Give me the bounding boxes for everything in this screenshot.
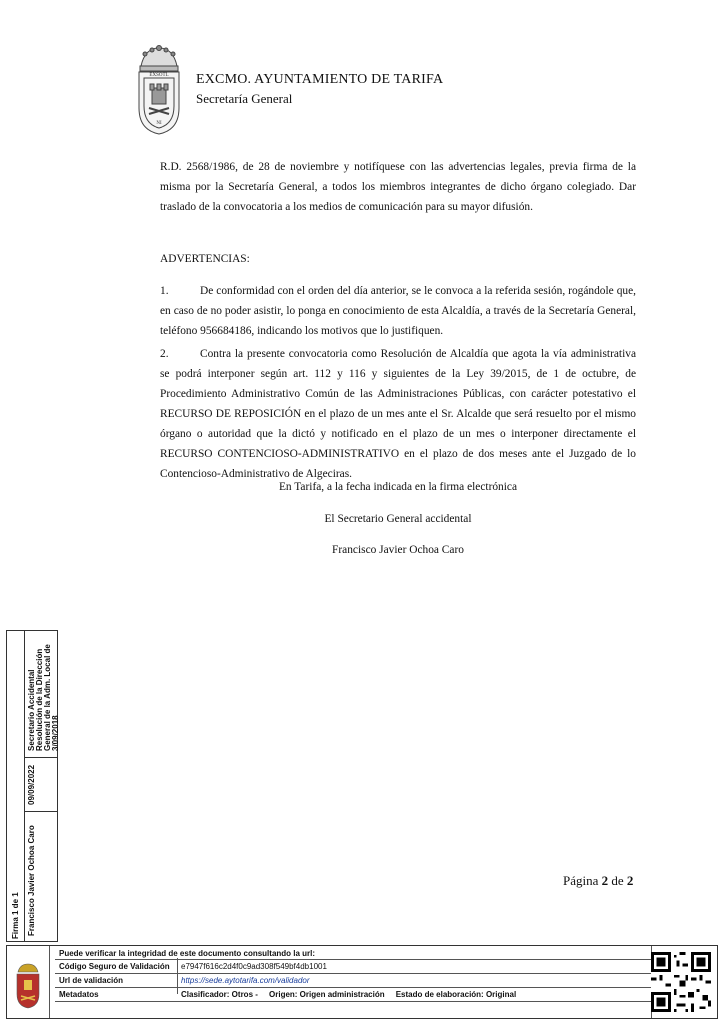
crest-logo (135, 44, 183, 136)
verify-text: Puede verificar la integridad de este documento consultando la url: (59, 949, 316, 958)
metadata-label: Metadatos (59, 990, 99, 999)
signature-role-4: 3/09/2018 (51, 715, 60, 751)
item-number: 1. (160, 285, 169, 297)
metadata-value: Clasificador: Otros - Origen: Origen administración Estado de elaboración: Original (181, 990, 517, 999)
crest-small-icon (15, 962, 41, 1010)
org-department: Secretaría General (196, 91, 293, 106)
signer-name: Francisco Javier Ochoa Caro (332, 544, 464, 556)
item-text: Contra la presente convocatoria como Resolución de Alcaldía que agota la vía administrativa se podrá interponer según art. 112 y 116 y siguientes de la Ley 39/2015, de 1 de octubre, de Procedimiento Administrativo Común de las Administraciones Públicas, con carácter potestativo el RECURSO DE REPOSICIÓN en el plazo de un mes ante el Sr. Alcalde que será resuelto por el mismo órgano o autoridad que la dictó y notificado en el plazo de un mes o interponer directamente el RECURSO CONTENCIOSO-ADMINISTRATIVO en el plazo de dos meses ante el Juzgado de lo Contencioso-Administrativo de Algeciras. (160, 348, 636, 480)
signer-title: El Secretario General accidental (324, 513, 472, 525)
verification-footer (6, 945, 718, 1019)
csv-label: Código Seguro de Validación (59, 962, 170, 971)
svg-text:EXSOTL: EXSOTL (149, 73, 169, 78)
qr-code-icon[interactable] (651, 952, 711, 1012)
csv-value: e7947f616c2d4f0c9ad308f549bf4db1001 (181, 962, 327, 971)
svg-text:NI: NI (156, 121, 162, 126)
signature-role-3: General de la Adm. Local de (43, 644, 52, 751)
advertencia-item-2 (160, 344, 636, 484)
signature-role-1: Secretario Accidental (27, 669, 36, 751)
advertencias-title: ADVERTENCIAS: (160, 253, 250, 265)
signature-role-2: Resolución de la Dirección (35, 648, 44, 751)
signature-date: 09/09/2022 (27, 764, 36, 805)
page-number: Página 2 de 2 (563, 873, 634, 888)
signature-count: Firma 1 de 1 (11, 892, 20, 939)
url-label: Url de validación (59, 976, 124, 985)
signature-box (6, 630, 58, 942)
org-name: EXCMO. AYUNTAMIENTO DE TARIFA (196, 72, 444, 87)
signature-name: Francisco Javier Ochoa Caro (27, 825, 36, 936)
intro-paragraph: R.D. 2568/1986, de 28 de noviembre y notifíquese con las advertencias legales, previa firma de la misma por la Secretaría General, a todos los miembros integrantes de dicho órgano colegiado. Dar traslado de la convocatoria a los medios de comunicación para su mayor difusión. (160, 161, 636, 213)
place-date: En Tarifa, a la fecha indicada en la firma electrónica (278, 481, 518, 493)
advertencia-item-1 (160, 281, 636, 341)
item-number: 2. (160, 348, 169, 360)
validation-url-link[interactable]: https://sede.aytotarifa.com/validador (181, 976, 310, 985)
item-text: De conformidad con el orden del día anterior, se le convoca a la referida sesión, rogándole que, en caso de no poder asistir, lo ponga en conocimiento de esta Alcaldía, a través de la Secretaría General, teléfono 956684186, indicando los motivos que lo justifiquen. (160, 285, 636, 337)
